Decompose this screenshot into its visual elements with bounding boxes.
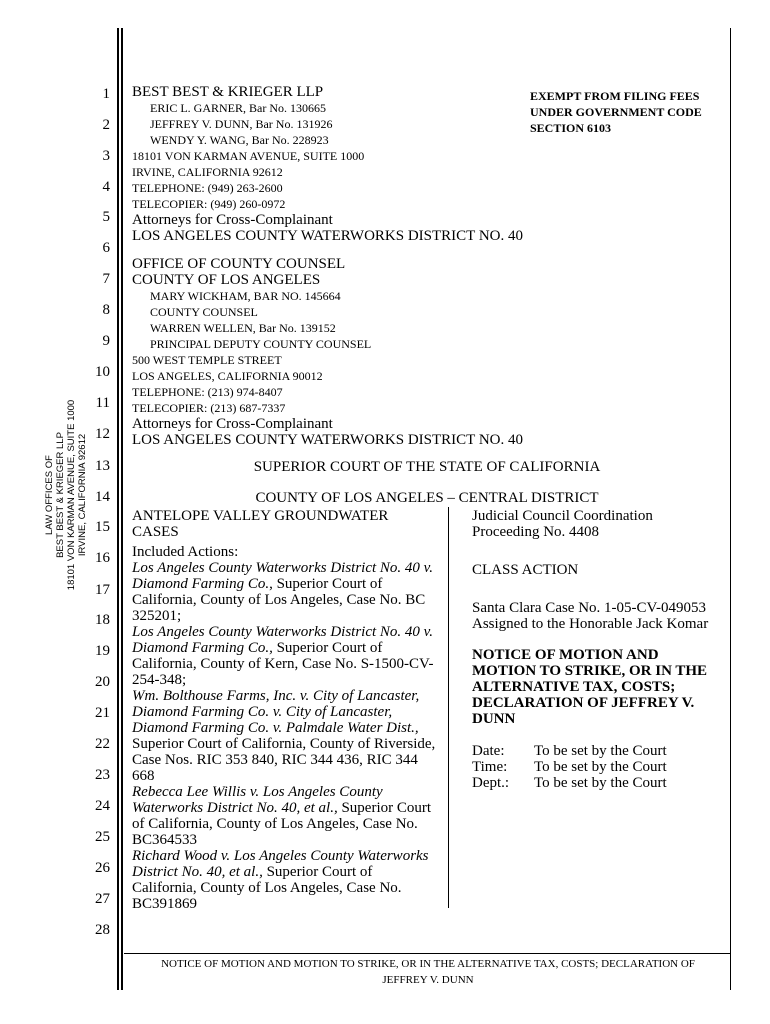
footer-line: NOTICE OF MOTION AND MOTION TO STRIKE, OR IN THE ALTERNATIVE TAX, COSTS; DECLARATION OF [161, 958, 695, 970]
coordination-line: Judicial Council Coordination [472, 508, 653, 524]
action-line [132, 720, 442, 736]
motion-title: DUNN [472, 711, 516, 727]
action-line: 668 [132, 768, 155, 784]
footer-line: JEFFREY V. DUNN [382, 974, 474, 986]
attorney-line: WARREN WELLEN, Bar No. 139152 [150, 321, 336, 335]
caption-divider [448, 507, 449, 908]
action-line: Case Nos. RIC 353 840, RIC 344 436, RIC 344 [132, 752, 418, 768]
line-number: 2 [102, 117, 110, 133]
action-line: BC364533 [132, 832, 198, 848]
side-text-line: BEST BEST & KRIEGER LLP [55, 432, 66, 558]
action-name: Richard Wood v. Los Angeles County Waterworks [132, 848, 429, 864]
coordination-line: Proceeding No. 4408 [472, 524, 600, 540]
action-line [132, 624, 442, 640]
left-margin-double-rule-2 [121, 28, 123, 990]
telephone: TELEPHONE: (949) 263-2600 [132, 181, 283, 195]
telecopier: TELECOPIER: (949) 260-0972 [132, 197, 286, 211]
line-number: 19 [95, 643, 110, 659]
action-line [132, 864, 442, 880]
action-name: Los Angeles County Waterworks District No. 40 v. [132, 624, 433, 640]
attorney-line: JEFFREY V. DUNN, Bar No. 131926 [150, 117, 333, 131]
line-number: 9 [102, 333, 110, 349]
line-number: 17 [95, 582, 110, 598]
case-title: ANTELOPE VALLEY GROUNDWATER [132, 508, 389, 524]
line-number: 16 [95, 550, 110, 566]
action-line: California, County of Los Angeles, Case No. [132, 880, 402, 896]
footer [130, 956, 726, 988]
side-text-line: 18101 VON KARMAN AVENUE, SUITE 1000 [66, 399, 77, 591]
line-number: 1 [102, 86, 110, 102]
action-name: Diamond Farming Co., [132, 640, 273, 656]
attorney-line: ERIC L. GARNER, Bar No. 130665 [150, 101, 326, 115]
action-name: Diamond Farming Co. v. Palmdale Water Dist., [132, 720, 419, 736]
motion-title: ALTERNATIVE TAX, COSTS; [472, 679, 676, 695]
class-action-label: CLASS ACTION [472, 562, 579, 578]
line-number: 28 [95, 922, 110, 938]
telephone: TELEPHONE: (213) 974-8407 [132, 385, 283, 399]
motion-title: NOTICE OF MOTION AND [472, 647, 659, 663]
action-name: District No. 40, et al., [132, 864, 263, 880]
action-line [132, 560, 442, 576]
exempt-notice [530, 88, 702, 136]
attorneys-for: Attorneys for Cross-Complainant [132, 212, 333, 228]
hearing-time [472, 759, 722, 775]
line-number: 26 [95, 860, 110, 876]
line-number: 21 [95, 705, 110, 721]
attorney-line: WENDY Y. WANG, Bar No. 228923 [150, 133, 329, 147]
action-court: Superior Court of [272, 640, 383, 656]
hearing-date [472, 743, 722, 759]
right-margin-rule [730, 28, 731, 990]
case-info [472, 508, 722, 791]
attorneys-for: Attorneys for Cross-Complainant [132, 416, 333, 432]
action-line: California, County of Kern, Case No. S-1500-CV- [132, 656, 434, 672]
action-name: Los Angeles County Waterworks District No. 40 v. [132, 560, 433, 576]
line-number: 23 [95, 767, 110, 783]
action-line [132, 704, 442, 720]
date-value: To be set by the Court [534, 743, 667, 759]
line-number: 25 [95, 829, 110, 845]
action-court: Superior Court [337, 800, 432, 816]
line-number: 14 [95, 489, 110, 505]
action-line [132, 688, 442, 704]
action-line: BC391869 [132, 896, 198, 912]
action-line [132, 848, 442, 864]
action-line [132, 800, 442, 816]
included-actions-label: Included Actions: [132, 544, 239, 560]
address-line: 500 WEST TEMPLE STREET [132, 353, 282, 367]
line-number: 27 [95, 891, 110, 907]
court-county: COUNTY OF LOS ANGELES – CENTRAL DISTRICT [255, 490, 599, 506]
attorney-line: MARY WICKHAM, BAR NO. 145664 [150, 289, 341, 303]
line-number: 5 [102, 209, 110, 225]
action-line: California, County of Los Angeles, Case No. BC [132, 592, 426, 608]
action-name: Waterworks District No. 40, et al., [132, 800, 338, 816]
court-name: SUPERIOR COURT OF THE STATE OF CALIFORNIA [253, 459, 601, 475]
line-number: 22 [95, 736, 110, 752]
action-line: 254-348; [132, 672, 187, 688]
judge-line: Assigned to the Honorable Jack Komar [472, 616, 709, 632]
attorney-title: COUNTY COUNSEL [150, 305, 258, 319]
case-number-line: Santa Clara Case No. 1-05-CV-049053 [472, 600, 706, 616]
action-line [132, 640, 442, 656]
telecopier: TELECOPIER: (213) 687-7337 [132, 401, 286, 415]
action-line [132, 576, 442, 592]
line-number: 20 [95, 674, 110, 690]
address-line: IRVINE, CALIFORNIA 92612 [132, 165, 283, 179]
line-number: 12 [95, 426, 110, 442]
line-number: 15 [95, 519, 110, 535]
action-name: Diamond Farming Co. v. City of Lancaster, [132, 704, 393, 720]
hearing-dept [472, 775, 722, 791]
client-name: LOS ANGELES COUNTY WATERWORKS DISTRICT NO. 40 [132, 432, 523, 448]
action-line: 325201; [132, 608, 182, 624]
time-value: To be set by the Court [534, 759, 667, 775]
date-label: Date: [472, 743, 505, 759]
left-margin-double-rule-1 [117, 28, 119, 990]
exempt-line: SECTION 6103 [530, 121, 612, 135]
motion-title: DECLARATION OF JEFFREY V. [472, 695, 695, 711]
line-number: 18 [95, 612, 110, 628]
motion-title: MOTION TO STRIKE, OR IN THE [472, 663, 708, 679]
time-label: Time: [472, 759, 508, 775]
footer-rule [124, 953, 730, 954]
client-name: LOS ANGELES COUNTY WATERWORKS DISTRICT NO. 40 [132, 228, 523, 244]
action-court: , Superior Court of [269, 576, 383, 592]
line-number: 3 [102, 148, 110, 164]
county-name: COUNTY OF LOS ANGELES [132, 272, 321, 288]
line-number: 4 [102, 179, 110, 195]
action-line [132, 784, 442, 800]
line-number: 7 [102, 271, 110, 287]
case-caption [132, 508, 442, 912]
action-name: Diamond Farming Co. [132, 576, 270, 592]
address-line: 18101 VON KARMAN AVENUE, SUITE 1000 [132, 149, 365, 163]
line-number: 13 [95, 458, 110, 474]
line-number: 8 [102, 302, 110, 318]
firm-side-text [44, 365, 88, 625]
action-name: Rebecca Lee Willis v. Los Angeles County [132, 784, 383, 800]
attorney-title: PRINCIPAL DEPUTY COUNTY COUNSEL [150, 337, 372, 351]
county-counsel-block [132, 256, 523, 448]
action-court: Superior Court of [262, 864, 373, 880]
action-line: Superior Court of California, County of Riverside, [132, 736, 436, 752]
side-text-line: LAW OFFICES OF [44, 455, 55, 535]
side-text-line: IRVINE, CALIFORNIA 92612 [77, 433, 88, 557]
address-line: LOS ANGELES, CALIFORNIA 90012 [132, 369, 323, 383]
action-name: Wm. Bolthouse Farms, Inc. v. City of Lancaster, [132, 688, 420, 704]
exempt-line: UNDER GOVERNMENT CODE [530, 105, 702, 119]
firm-name: BEST BEST & KRIEGER LLP [132, 84, 324, 100]
line-number: 24 [95, 798, 110, 814]
line-number: 10 [95, 364, 110, 380]
line-number: 11 [95, 395, 110, 411]
firm-header-block [132, 84, 523, 244]
line-number: 6 [102, 240, 110, 256]
case-title: CASES [132, 524, 179, 540]
office-name: OFFICE OF COUNTY COUNSEL [132, 256, 346, 272]
exempt-line: EXEMPT FROM FILING FEES [530, 89, 700, 103]
action-line: of California, County of Los Angeles, Case No. [132, 816, 418, 832]
dept-value: To be set by the Court [534, 775, 667, 791]
dept-label: Dept.: [472, 775, 510, 791]
